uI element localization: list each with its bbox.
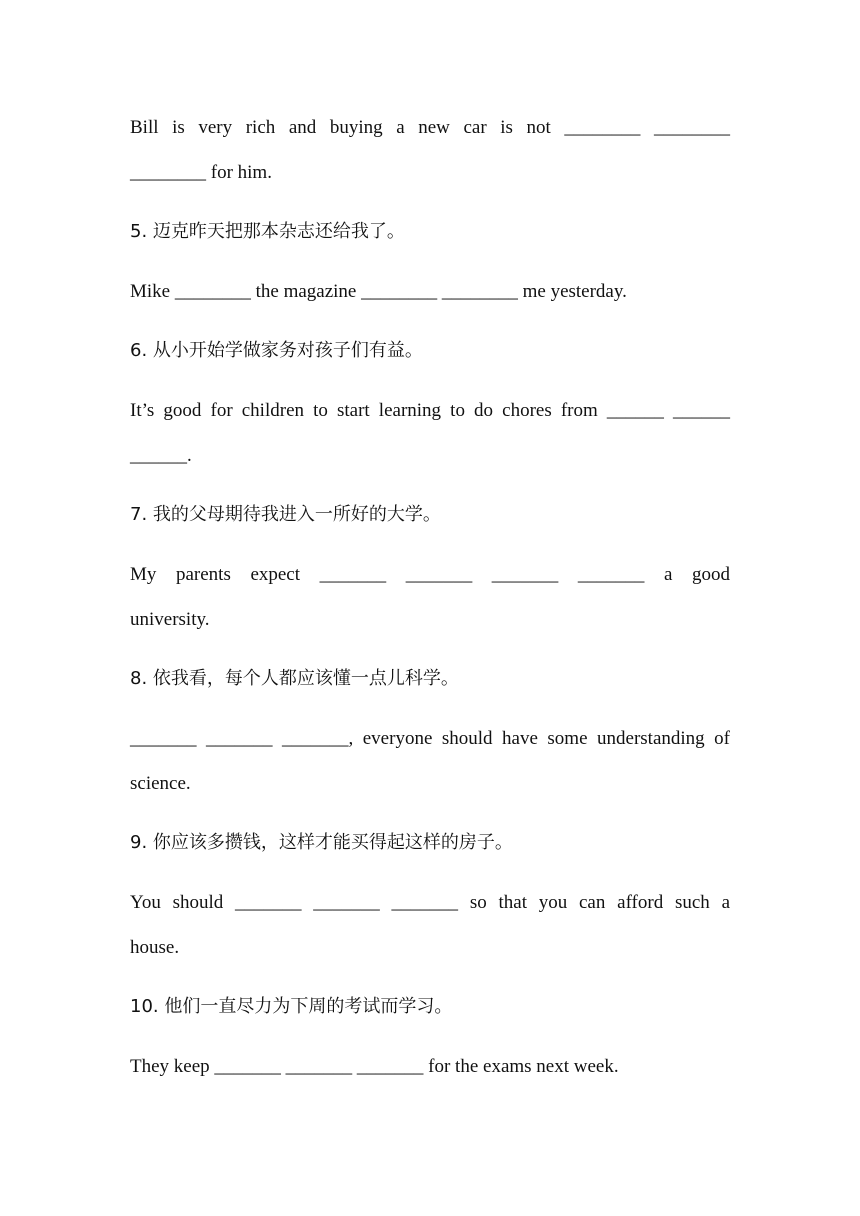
q7-answer-line-2: university. [130,609,210,630]
q4-answer-line-2: ________ for him. [130,162,272,183]
q9-answer-line-2: house. [130,937,180,958]
q10-prompt: 10. 他们一直尽力为下周的考试而学习。 [130,996,453,1017]
q5-prompt: 5. 迈克昨天把那本杂志还给我了。 [130,221,405,242]
q6-answer-line-2: ______. [130,445,192,466]
q6-prompt: 6. 从小开始学做家务对孩子们有益。 [130,340,423,361]
q8-prompt: 8. 依我看，每个人都应该懂一点儿科学。 [130,668,459,689]
q7-answer-line-1: My parents expect _______ _______ _______ _______ a good [130,564,730,585]
q7-prompt: 7. 我的父母期待我进入一所好的大学。 [130,504,441,525]
q9-answer-line-1: You should _______ _______ _______ so that you can afford such a [130,892,730,913]
q8-answer-line-1: _______ _______ _______, everyone should have some understanding of [130,728,730,749]
q9-prompt: 9. 你应该多攒钱，这样才能买得起这样的房子。 [130,832,513,853]
q4-answer-line-1: Bill is very rich and buying a new car is not ________ ________ [130,117,730,138]
q10-answer-line: They keep _______ _______ _______ for the exams next week. [130,1056,619,1077]
q6-answer-line-1: It’s good for children to start learning to do chores from ______ ______ [130,400,730,421]
q8-answer-line-2: science. [130,773,191,794]
q5-answer-line: Mike ________ the magazine ________ ________ me yesterday. [130,281,627,302]
